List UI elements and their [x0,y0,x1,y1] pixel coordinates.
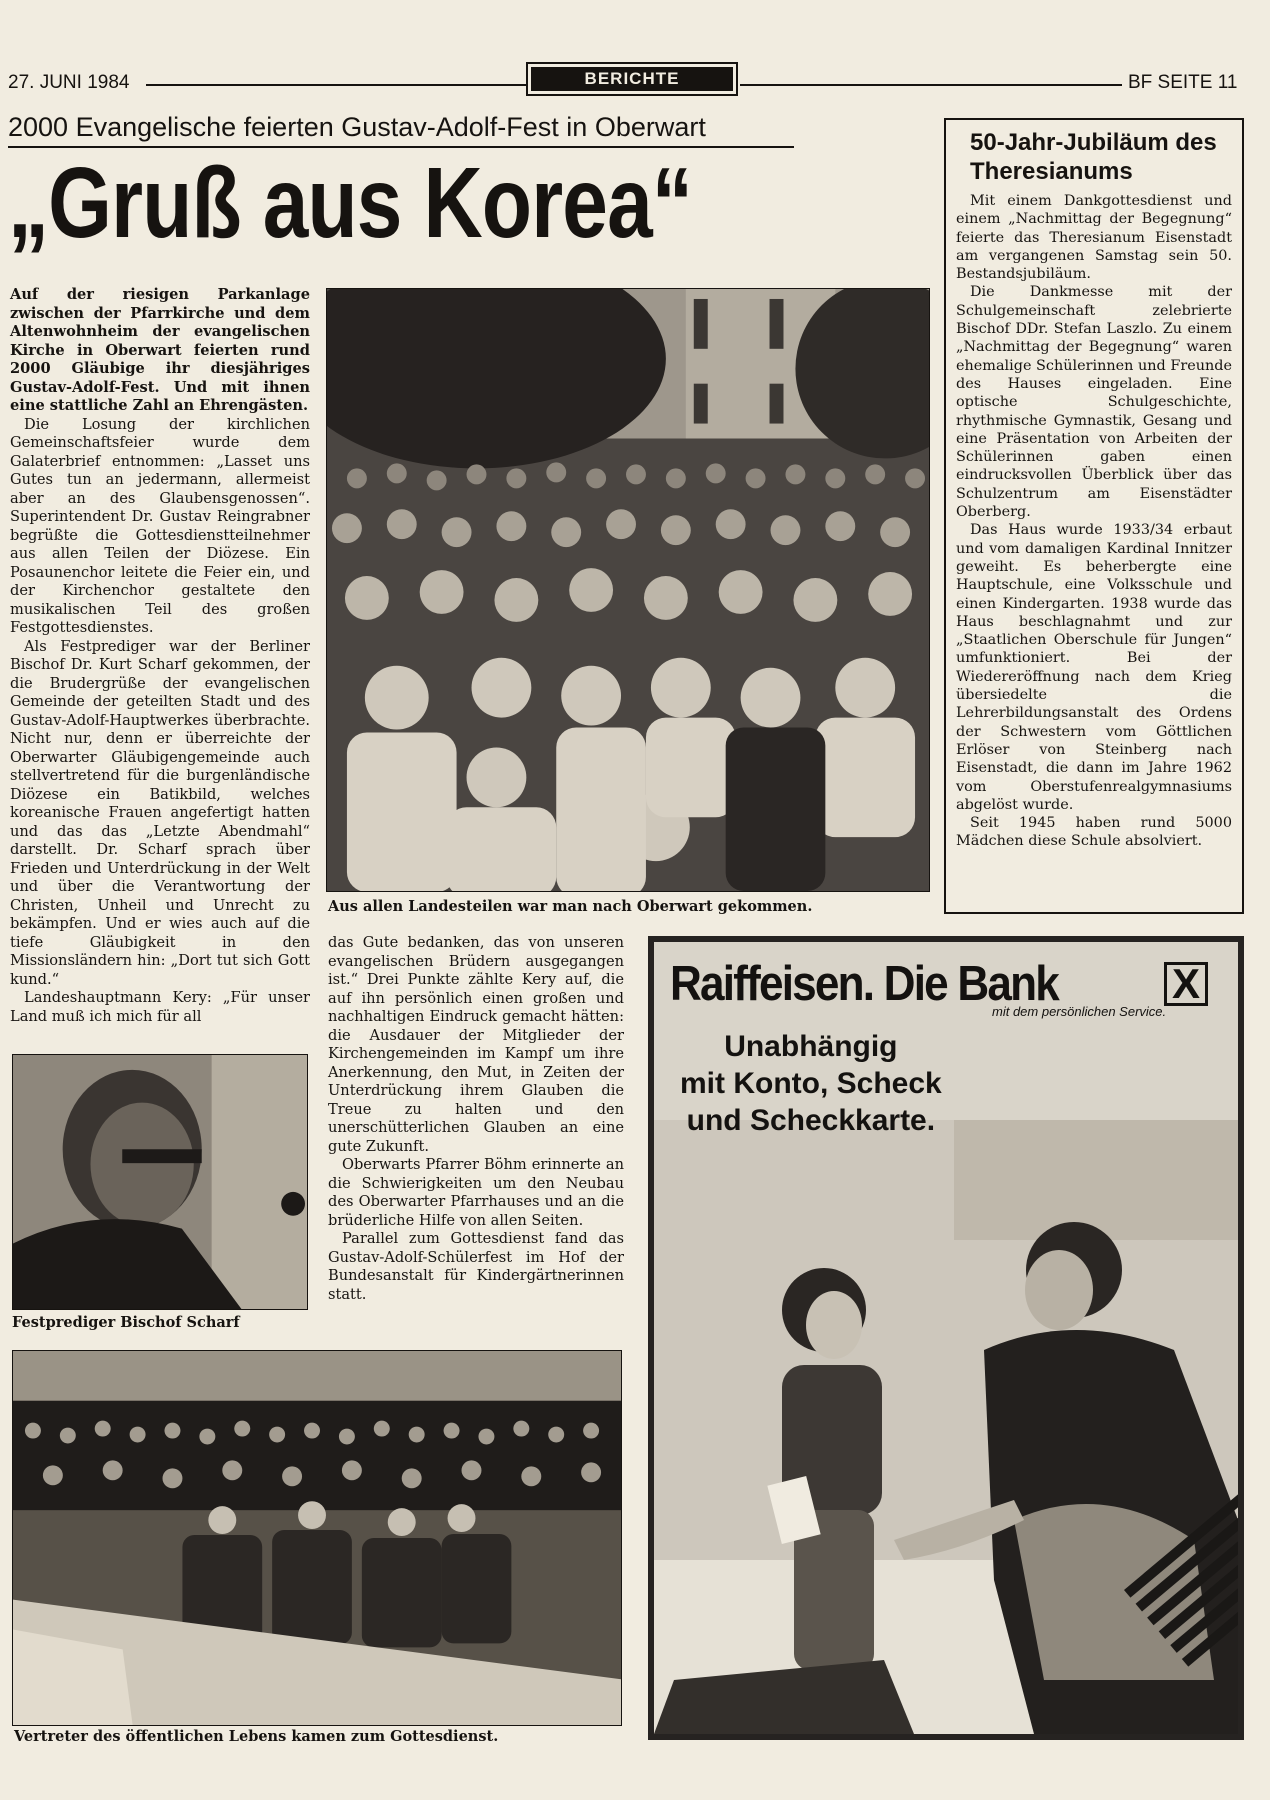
article-column-2 [328,934,624,1304]
crowd-photo [326,288,930,892]
sidebar-paragraph: Seit 1945 haben rund 5000 Mädchen diese Schule absolviert. [956,815,1232,850]
ad-slogan-line: Unabhängig [724,1030,898,1063]
header-rule-left [146,84,526,86]
sidebar-article [944,118,1244,914]
body-paragraph: das Gute bedanken, das von unseren evangelischen Brüdern ausgegangen ist.“ Drei Punkte zählte Kery auf, die auf ihn persönlich einen großen und nachhaltigen Eindruck gemacht hätten: die Ausdauer der Mitglieder der Kirchengemeinden im Kampf um ihre Anerkennung, den Mut, in Zeiten der Unterdrückung ihrem Glauben die Treue zu halten und den unerschütterlichen Glauben an eine gute Zukunft. [328,934,624,1155]
raiffeisen-advertisement [648,936,1244,1740]
ad-photo [654,1120,1238,1734]
raiffeisen-logo-text: Raiffeisen. Die Bank [670,957,1058,1011]
ad-slogan [680,1028,942,1139]
body-paragraph: Oberwarts Pfarrer Böhm erinnerte an die Schwierigkeiten um den Neubau des Oberwarter Pfarrhauses und an die brüderliche Hilfe von allen Seiten. [328,1156,624,1229]
sidebar-paragraph: Das Haus wurde 1933/34 erbaut und vom damaligen Kardinal Innitzer geweiht. Es beherbergte eine Hauptschule, eine Volksschule und einen Kindergarten. 1938 wurde das Haus beschlagnahmt und zur „Staatlichen Oberschule für Jungen“ umfunktioniert. Bei der Wiedereröffnung nach dem Krieg übersiedelte die Lehrerbildungsanstalt des Ordens der Schwestern vom Göttlichen Erlöser von Steinberg nach Eisenstadt, die dann im Jahre 1962 vom Oberstufenrealgymnasiums abgelöst wurde. [956,522,1232,813]
issue-date: 27. JUNI 1984 [8,72,130,93]
crowd-photo-caption: Aus allen Landesteilen war man nach Oberwart gekommen. [328,898,813,915]
sidebar-title: 50-Jahr-Jubiläum des Theresianums [970,129,1217,185]
officials-photo [12,1350,622,1726]
body-paragraph: Landeshauptmann Kery: „Für unser Land muß ich mich für all [10,989,310,1025]
bishop-photo [12,1054,308,1310]
ad-tagline: mit dem persönlichen Service. [992,1004,1167,1019]
section-label-box [526,62,738,96]
officials-photo-caption: Vertreter des öffentlichen Lebens kamen zum Gottesdienst. [14,1728,499,1745]
article-headline: „Gruß aus Korea“ [8,147,693,259]
page-number: BF SEITE 11 [1128,72,1238,93]
header-rule-right [740,84,1122,86]
lead-paragraph: Auf der riesigen Parkanlage zwischen der Pfarrkirche und dem Altenwohnheim der evangelischen Kirche in Oberwart feierten rund 2000 Gläubige ihr diesjähriges Gustav-Adolf-Fest. Und mit ihnen eine stattliche Zahl an Ehrengästen. [10,286,310,414]
sidebar-body [956,192,1232,851]
sidebar-paragraph: Die Dankmesse mit der Schulgemeinschaft zelebrierte Bischof DDr. Stefan Laszlo. Zu einem „Nachmittag der Begegnung“ waren ehemalige Schülerinnen und Freunde des Hauses eingeladen. Eine optische Schulgeschichte, rhythmische Gymnastik, Gesang und eine Präsentation von Arbeiten der Schülerinnen gaben einen eindrucksvollen Überblick über das Schulzentrum am Eisenstädter Oberberg. [956,284,1232,521]
ad-slogan-line: mit Konto, Scheck [680,1067,942,1100]
body-paragraph: Parallel zum Gottesdienst fand das Gustav-Adolf-Schülerfest im Hof der Bundesanstalt für Kindergärtnerinnen statt. [328,1230,624,1303]
ad-slogan-line: und Scheckkarte. [686,1104,936,1137]
sidebar-paragraph: Mit einem Dankgottesdienst und einem „Nachmittag der Begegnung“ feierte das Theresianum Eisenstadt am vergangenen Samstag sein 50. Bestandsjubiläum. [956,193,1232,283]
article-kicker: 2000 Evangelische feierten Gustav-Adolf-Fest in Oberwart [8,112,794,148]
section-label: BERICHTE [531,67,733,91]
bishop-photo-caption: Festprediger Bischof Scharf [12,1314,240,1331]
article-column-1 [10,286,310,1026]
body-paragraph: Als Festprediger war der Berliner Bischof Dr. Kurt Scharf gekommen, der die Brudergrüße der evangelischen Gemeinde der geteilten Stadt und des Gustav-Adolf-Hauptwerkes überbrachte. Nicht nur, denn er überreichte der Oberwarter Gläubigengemeinde auch stellvertretend für die burgenländische Diözese ein Batikbild, welches koreanische Frauen angefertigt hatten und das das „Letzte Abendmahl“ darstellt. Dr. Scharf sprach über Frieden und Unterdrückung in der Welt und über die Verantwortung der Christen, Unheil und Unrecht zu bekämpfen. Und er wies auch auf die tiefe Gläubigkeit in den Missionsländern hin: „Dort tut sich Gott kund.“ [10,637,310,988]
body-paragraph: Die Losung der kirchlichen Gemeinschaftsfeier wurde dem Galaterbrief entnommen: „Lasset uns Gutes tun an jedermann, allermeist aber an des Glaubensgenossen“. Superintendent Dr. Gustav Reingrabner begrüßte die Gottesdienstteilnehmer aus allen Teilen der Diözese. Ein Posaunenchor leitete die Feier ein, und der Kirchenchor gestaltete den musikalischen Teil des großen Festgottesdienstes. [10,415,310,636]
raiffeisen-x-icon: X [1164,962,1208,1006]
